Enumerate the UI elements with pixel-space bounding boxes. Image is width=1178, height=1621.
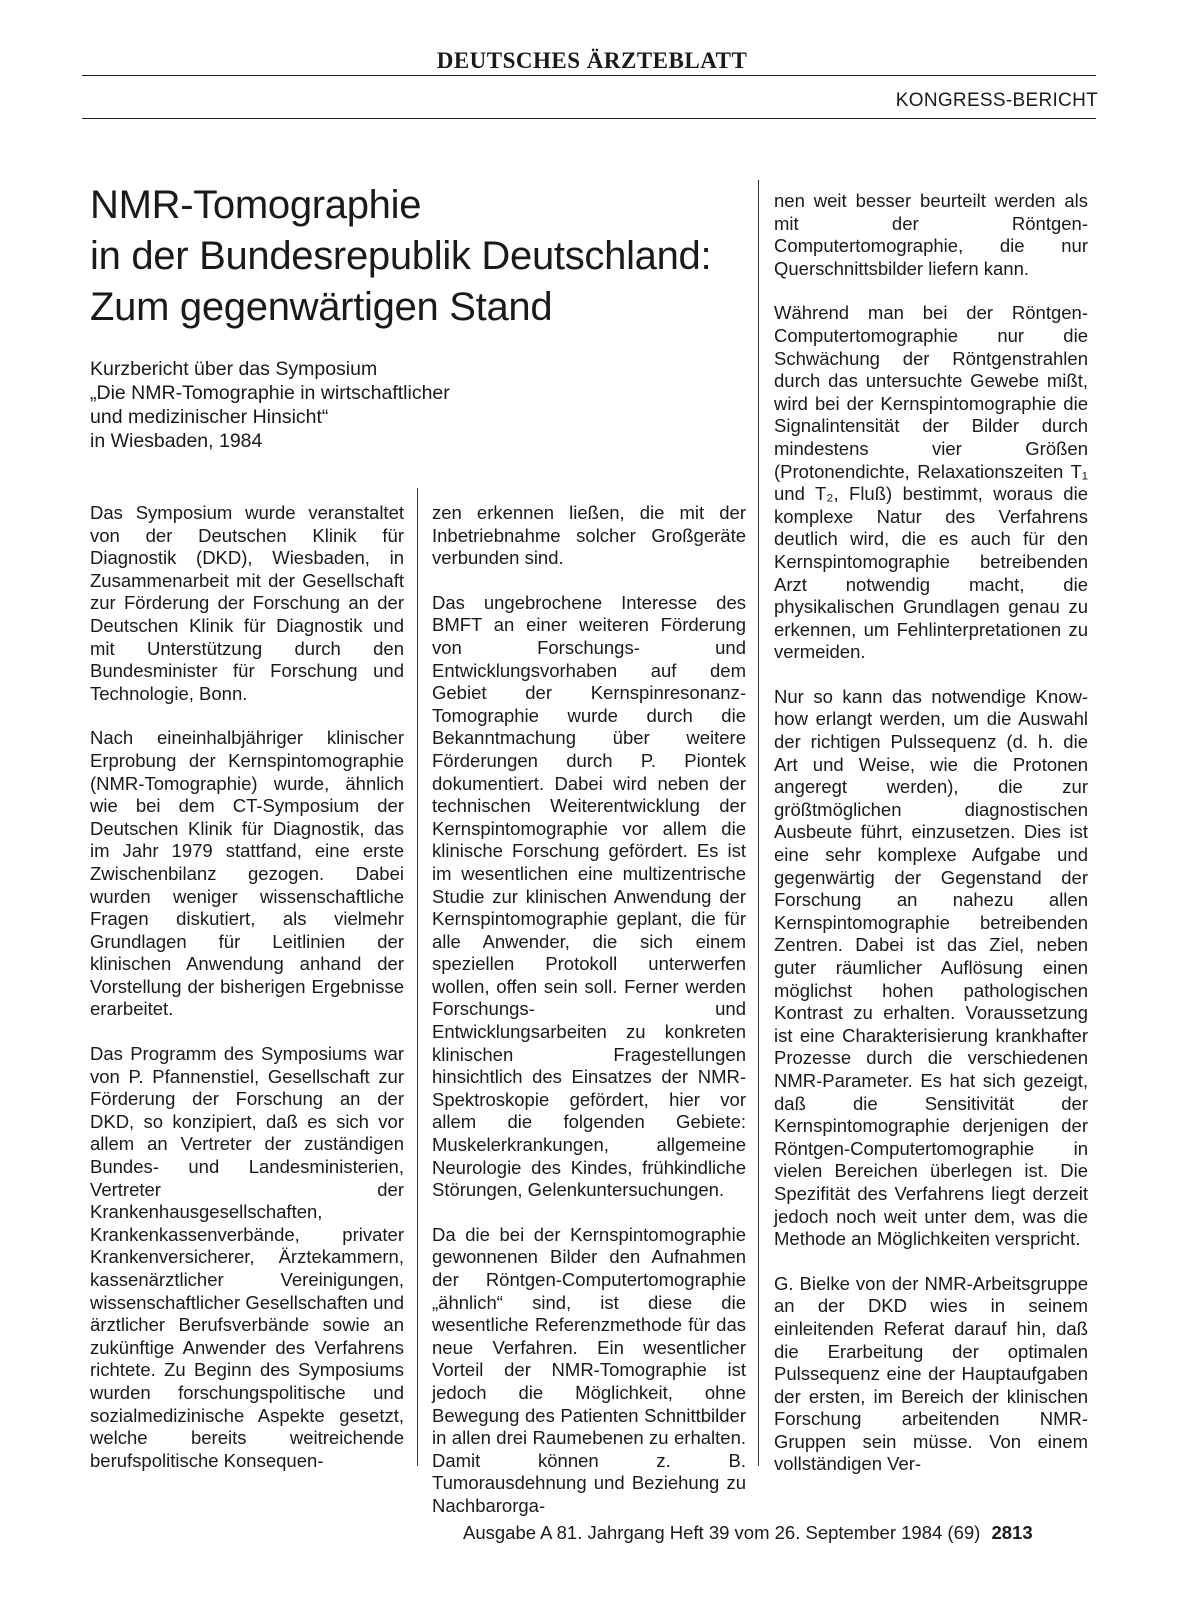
section-label: KONGRESS-BERICHT	[895, 90, 1098, 111]
text-column-1	[90, 502, 404, 1494]
column-divider	[758, 180, 759, 1466]
subtitle-line: „Die NMR-Tomographie in wirtschaftlicher	[90, 382, 450, 404]
masthead-rule	[82, 75, 1096, 76]
text-column-2	[432, 502, 746, 1540]
journal-masthead: DEUTSCHES ÄRZTEBLATT	[436, 48, 748, 73]
paragraph: Nach eineinhalbjähriger klinischer Erprobung der Kernspintomographie (NMR-Tomographie) wurde, ähnlich wie bei dem CT-Symposium der Deutschen Klinik für Diagnostik, das im Jahr 1979 stattfand, eine erste Zwischenbilanz gezogen. Dabei wurden weniger wissenschaftliche Fragen diskutiert, als vielmehr Grundlagen für Leitlinien der klinischen Anwendung anhand der Vorstellung der bisherigen Ergebnisse erarbeitet.	[90, 727, 404, 1020]
title-line: NMR-Tomographie	[90, 183, 422, 227]
paragraph: G. Bielke von der NMR-Arbeitsgruppe an der DKD wies in seinem einleitenden Referat darauf hin, daß die Erarbeitung der optimalen Pulssequenz eine der Hauptaufgaben der ersten, im Bereich der klinischen Forschung arbeitenden NMR-Gruppen sein müsse. Von einem vollständigen Ver-	[774, 1272, 1088, 1475]
issue-info: Ausgabe A 81. Jahrgang Heft 39 vom 26. September 1984 (69)	[463, 1522, 981, 1543]
section-rule	[82, 118, 1096, 119]
subtitle-line: in Wiesbaden, 1984	[90, 430, 263, 452]
article-subtitle	[90, 357, 590, 453]
paragraph: nen weit besser beurteilt werden als mit der Röntgen-Computertomographie, die nur Querschnittsbilder liefern kann.	[774, 190, 1088, 279]
paragraph: Das Programm des Symposiums war von P. Pfannenstiel, Gesellschaft zur Förderung der Forschung an der DKD, so konzipiert, daß es sich vor allem an Vertreter der zuständigen Bundes- und Landesministerien, Vertreter der Krankenhausgesellschaften, Krankenkassenverbände, privater Krankenversicherer, Ärztekammern, kassenärztlicher Vereinigungen, wissenschaftlicher Gesellschaften und ärztlicher Berufsverbände sowie an zukünftige Anwender des Verfahrens richtete. Zu Beginn des Symposiums wurden forschungspolitische und sozialmedizinische Aspekte gesetzt, welche bereits weitreichende berufspolitische Konsequen-	[90, 1043, 404, 1471]
paragraph: Das ungebrochene Interesse des BMFT an einer weiteren Förderung von Forschungs- und Entwicklungsvorhaben auf dem Gebiet der Kernspinresonanz-Tomographie wurde durch die Bekanntmachung über weitere Förderungen durch P. Piontek dokumentiert. Dabei wird neben der technischen Weiterentwicklung der Kernspintomographie vor allem die klinische Forschung gefördert. Es ist im wesentlichen eine multizentrische Studie zur klinischen Anwendung der Kernspintomographie geplant, die für alle Anwender, die sich einem speziellen Protokoll unterwerfen wollen, offen sein soll. Ferner werden Forschungs- und Entwicklungsarbeiten zu konkreten klinischen Fragestellungen hinsichtlich des Einsatzes der NMR-Spektroskopie gefördert, hier vor allem die folgenden Gebiete: Muskelerkrankungen, allgemeine Neurologie des Kindes, frühkindliche Störungen, Gelenkuntersuchungen.	[432, 591, 746, 1201]
page-footer	[463, 1522, 1033, 1544]
article-title	[90, 180, 750, 333]
title-line: Zum gegenwärtigen Stand	[90, 285, 553, 329]
paragraph: Nur so kann das notwendige Know-how erlangt werden, um die Auswahl der richtigen Pulssequenz (d. h. die Art und Weise, wie die Protonen angeregt werden), die zur größtmöglichen diagnostischen Ausbeute führt, einzusetzen. Dies ist eine sehr komplexe Aufgabe und gegenwärtig der Gegenstand der Forschung an nahezu allen Kernspintomographie betreibenden Zentren. Dabei ist das Ziel, neben guter räumlicher Auflösung einen möglichst hohen pathologischen Kontrast zu erhalten. Voraussetzung ist eine Charakterisierung krankhafter Prozesse durch die verschiedenen NMR-Parameter. Es hat sich gezeigt, daß die Sensitivität der Kernspintomographie derjenigen der Röntgen-Computertomographie in vielen Bereichen überlegen ist. Die Spezifität des Verfahrens liegt derzeit jedoch noch weit unter dem, was die Methode an Möglichkeiten verspricht.	[774, 685, 1088, 1250]
paragraph: zen erkennen ließen, die mit der Inbetriebnahme solcher Großgeräte verbunden sind.	[432, 502, 746, 569]
title-line: in der Bundesrepublik Deutschland:	[90, 234, 712, 278]
subtitle-line: Kurzbericht über das Symposium	[90, 358, 378, 380]
text-column-3	[774, 190, 1088, 1498]
column-divider	[417, 488, 418, 1466]
paragraph: Das Symposium wurde veranstaltet von der Deutschen Klinik für Diagnostik (DKD), Wiesbaden, in Zusammenarbeit mit der Gesellschaft zur Förderung der Forschung an der Deutschen Klinik für Diagnostik und mit Unterstützung durch den Bundesminister für Forschung und Technologie, Bonn.	[90, 502, 404, 704]
page-number: 2813	[991, 1522, 1033, 1543]
paragraph: Während man bei der Röntgen-Computertomographie nur die Schwächung der Röntgenstrahlen durch das untersuchte Gewebe mißt, wird bei der Kernspintomographie die Signalintensität der Bilder durch mindestens vier Größen (Protonendichte, Relaxationszeiten T₁ und T₂, Fluß) bestimmt, woraus die komplexe Natur des Verfahrens deutlich wird, die es auch für den Kernspintomographie betreibenden Arzt notwendig macht, die physikalischen Grundlagen genau zu erkennen, um Fehlinterpretationen zu vermeiden.	[774, 302, 1088, 663]
paragraph: Da die bei der Kernspintomographie gewonnenen Bilder den Aufnahmen der Röntgen-Computertomographie „ähnlich“ sind, ist diese die wesentliche Referenzmethode für das neue Verfahren. Ein wesentlicher Vorteil der NMR-Tomographie ist jedoch die Möglichkeit, ohne Bewegung des Patienten Schnittbilder in allen drei Raumebenen zu erhalten. Damit können z. B. Tumorausdehnung und Beziehung zu Nachbarorga-	[432, 1223, 746, 1516]
subtitle-line: und medizinischer Hinsicht“	[90, 406, 329, 428]
